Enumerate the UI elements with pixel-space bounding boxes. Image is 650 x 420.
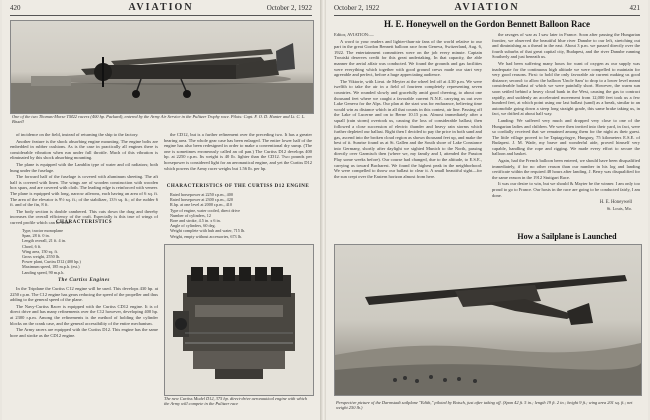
characteristics-list	[22, 228, 152, 275]
paragraph: The Navy-Curtiss Racer is equipped with the Curtiss CD12 engine. It is of direct drive and has many refinements over the C12 however, developing 400 hp. at 2300 r.p.m. Among the refinements is the method of holding the cylinder blocks on the crank case, and the general accessibility of the entire mechanism.	[10, 303, 158, 326]
paragraph: Again, had the French balloon been entered, we should have been disqualified immediately, if for no other reason than our number in his log and landing certificate within the required 48 hours after landing. J. Berry was disqualified for the same reason in the 1912 Stuttgart Race.	[492, 158, 640, 180]
magazine-title: AVIATION	[128, 2, 194, 13]
engines-subheading: The Curtiss Engines	[58, 278, 110, 283]
top-photo-caption: One of the two Thomas-Morse TM22 racers (400 hp. Packard), entered by the Army Air Service in the Pulitzer Trophy race. Pilots: Capt. F. O. D. Hunter and Lt. C. L. Bissell	[12, 114, 306, 124]
spec-line: Bore and stroke, 4.5 in. x 6 in.	[170, 218, 221, 224]
sailplane-photo-caption: Perspective picture of the Darmstadt sailplane "Edith," piloted by Botsch, just after taking off. (Span 42 ft. 5 in.; length 19 ft. 2 in.; height 9 ft.; wing area 201 sq. ft.; net weight 250 lb.)	[336, 400, 633, 410]
paragraph: Landing: We suffered very much and dropped very close to one of the Hungarian ladies and children. We were then invited into their yard, in fact, were so cordially received that we remained among them for the night as their guest. The little village proved to be Tapiagyörgye, Hungary, 75 kilometers E.S.E. of Budapest. J. M. Wade, my brave and wonderful aide, proved himself very capable, handling the rope and rigging. We made every effort to secure the balloon and basket.	[492, 117, 640, 157]
spec-line: Landing speed, 90 m.p.h.	[22, 269, 65, 275]
spec-line: Number of cylinders, 12	[170, 212, 211, 218]
page-number: 420	[10, 4, 21, 12]
characteristics-heading: CHARACTERISTICS	[55, 220, 113, 225]
paragraph: It was our desire to win, but we should & Mayter be the winner. I am only too proud to go to France. Our hosts in the race are going to be conducted fairly, I am done.	[492, 181, 640, 198]
left-column-2-top	[164, 132, 312, 182]
issue-date: October 2, 1922	[334, 4, 380, 12]
engine-photo	[164, 244, 314, 396]
paragraph: A word to your readers and lighter-than-air fans of the world relative to our part in the great Gordon Bennett balloon race from Geneva, Switzerland, Aug. 6, 1922. The entertainment committees were on the job every minute. Captain Troutski deserves credit for this great undertaking. In that capacity, the able manner the aerial affair was conducted. We found the grounds and gas facilities were everything which together with good ground crews made our start very agreeable and perfect, before a huge appreciating audience.	[334, 38, 482, 78]
right-column-1	[334, 32, 482, 232]
spec-line: Rated horsepower at 2250 r.p.m., 400	[170, 192, 233, 197]
engine-photo-caption: The new Curtiss Model D12, 375 hp. direct-drive aeronautical engine with which the Army will compete in the Pulitzer race	[164, 396, 307, 406]
right-column-2	[492, 32, 640, 198]
paragraph: We had been suffering many hours for want of oxygen as our supply was inadequate for the continuous high altitude we were compelled to maintain for very good reasons. First: to hold the only favorable air current making us good distance; second: to allow the balloon 'Uncle Sam' to drop to a lower level meant considerable ballast of which we were painfully short. However, the warm sun soon settled behind a heavy cloud bank in the West, causing the gas to contract rapidly, and suddenly an accelerated movement from 12,000 feet took us a few hundred feet, at which point using our last ballast (sand) as a break, similar to an automobile going down a steep long straight grade, this same brake taking us, in fact, we drifted at about half way.	[492, 60, 640, 117]
engine-spec-heading: CHARACTERISTICS OF THE CURTISS D12 ENGINE	[166, 184, 310, 189]
page-number: 421	[629, 4, 640, 12]
spec-line: Rated horsepower at 2300 r.p.m., 420	[170, 197, 233, 203]
spec-line: Weight complete with hub and water, 715 lb.	[170, 228, 246, 234]
right-page	[326, 0, 648, 420]
salutation: Editor, AVIATION:—	[334, 32, 374, 37]
engine-illustration	[165, 245, 313, 395]
spec-line: Span, 28 ft. 0 in.	[22, 233, 50, 239]
signoff	[492, 200, 632, 212]
left-column-1-bottom	[10, 286, 158, 414]
right-page-header	[334, 4, 640, 14]
spec-line: Type, tractor monoplane	[22, 228, 63, 233]
paragraph: the CD12, but is a further refinement over the preceding two. It has a greater bearing area. The whole gear case has been enlarged. The entire lower half of the engine has also been redesigned in order to make a conventional dry sump. (The one is sometimes erroneously called an oil pan.) The Curtiss D12 develops 400 hp. at 2250 r.p.m. Its weight is 40 lb. lighter than the CD12. Two pounds per horsepower is considered light for an aeronautical engine, and yet the Curtiss D12 which powers the Army racer weighs but 1.56 lb. per hp.	[164, 132, 312, 171]
spec-line: Maximum speed, 185 m.p.h. (est.)	[22, 264, 80, 270]
spec-line: Chord, 6 ft.	[22, 243, 42, 249]
spec-line: Length overall, 21 ft. 4 in.	[22, 238, 66, 244]
paragraph: Another feature is the shock absorbing engine mounting. The engine bolts are embedded in rubber cushions. As is the case in practically all engines there is considerable vibration when run under full throttle. Much of this vibration is eliminated by this shock absorbing mounting.	[10, 138, 158, 161]
article-title: H. E. Honeywell on the Gordon Bennett Balloon Race	[383, 19, 590, 29]
engine-spec-list	[170, 192, 310, 239]
spec-line: Wing area, 150 sq. ft.	[22, 248, 58, 254]
issue-date: October 2, 1922	[266, 4, 312, 12]
spec-line: Power plant, Curtiss D12 (400 hp.)	[22, 259, 81, 265]
sailplane-illustration	[335, 245, 641, 395]
signoff-place: St. Louis, Mo.	[606, 206, 632, 211]
spec-line: Gross weight, 2550 lb.	[22, 254, 61, 260]
magazine-title: AVIATION	[454, 2, 520, 13]
paragraph: In the Tripdane the Curtiss C12 engine will be used. This develops 430 hp. at 2250 r.p.m. The C12 engine has gears reducing the speed of the propeller and thus adding to the general speed of the plane.	[10, 286, 159, 303]
left-page	[2, 0, 320, 420]
spec-line: Weight, empty without accessories, 673 lb.	[170, 233, 242, 239]
paragraph: The forward half of the fuselage is covered with aluminum sheeting. The aft half is covered with linen. The wings are of wooden construction with wooden box spars, and are covered with cloth. The leading edge is reinforced with veneer. The plane is equipped with long, narrow ailerons, each having an area of 6 sq. ft. The area of the elevator is 9½ sq. ft.; of the stabilizer, 13½ sq. ft.; of the rudder 6 ft. and of the fin, 8 ft.	[10, 174, 158, 208]
sailplane-section-title: How a Sailplane is Launched	[517, 232, 617, 241]
paragraph: The Viktorie, with Lieut. de Meyter at the wheel led off at 4.30 p.m. We were twelfth to take the air in a field of fourteen completely representing seven countries. We rounded slowly and gracefully amid good cheering, to about one thousand feet where we caught a favorable current N.N.E. carrying us out over Lake Geneva for the Alps. Our plan at the start was for endurance, believing time would win as distance which in all that counts in this contest, air line. Passing off the Lake of Lucerne and on to Berne 10.15 p.m. Almost immediately after a squall (rain storm) overtook us, causing the loss of considerable ballast; then followed a close succession of electric thunder and heavy rain storms which further depleted our ballast. Right then I decided to pay the price in both sand and gas, ascend into the broken cloud region as shown thousand feet up, and make the best of it. Sunrise found us at St. Gallen and the South shore of Lake Constance into Germany, shortly after daylight we sighted Munich to the North, passing directly over Garmisch then (where we, my family and I, attended the Passion Play some weeks before). Our course had changed, due to the altitude, to E.S.E., carrying us toward Bucharest. We found the highest peak in the neighborhood. We were compelled to throw our ballast to clear it. A small beautiful sight—for the sun crept over the Eastern horizon almost from here.	[334, 78, 482, 179]
spec-line: R.hp. at one level at 2000 r.p.m., 410	[170, 202, 232, 208]
paragraph: the ravages of war as I saw later in France. Soon after passing the Hungarian frontier, we observed the beautiful blue river Danube to our left, stretching out and diminishing as a thread in the east. About 3 p.m. we passed directly over the fourth suburbs of that great capital city, Budapest, and the river Danube running Southerly and just beneath us.	[492, 32, 640, 60]
left-page-header	[10, 4, 312, 14]
signoff-name: H. E. Honeywell	[599, 200, 632, 205]
paragraph: of incidence on the field, instead of returning the ship to the factory.	[16, 132, 139, 137]
spec-line: Angle of cylinders, 60 deg.	[170, 223, 216, 229]
sailplane-photo	[334, 244, 642, 396]
racer-plane-photo	[10, 20, 314, 114]
spec-line: Type of engine, water cooled, direct drive	[170, 207, 240, 213]
paragraph: The body section is double cambered. This cuts down the drag and thereby increases the overall efficiency of the craft. Especially is this true of wings of curved profile which can be seen.	[10, 208, 158, 225]
header-rule	[10, 15, 312, 16]
paragraph: The plane is equipped with the Lamblin type of water and oil radiators; both hung under the fuselage.	[10, 161, 158, 173]
racer-plane-illustration	[11, 21, 313, 113]
header-rule	[334, 15, 640, 16]
paragraph: The Army racers are equipped with the Curtiss D12. This engine has the same bore and stroke as the CD12 engine.	[10, 327, 158, 338]
